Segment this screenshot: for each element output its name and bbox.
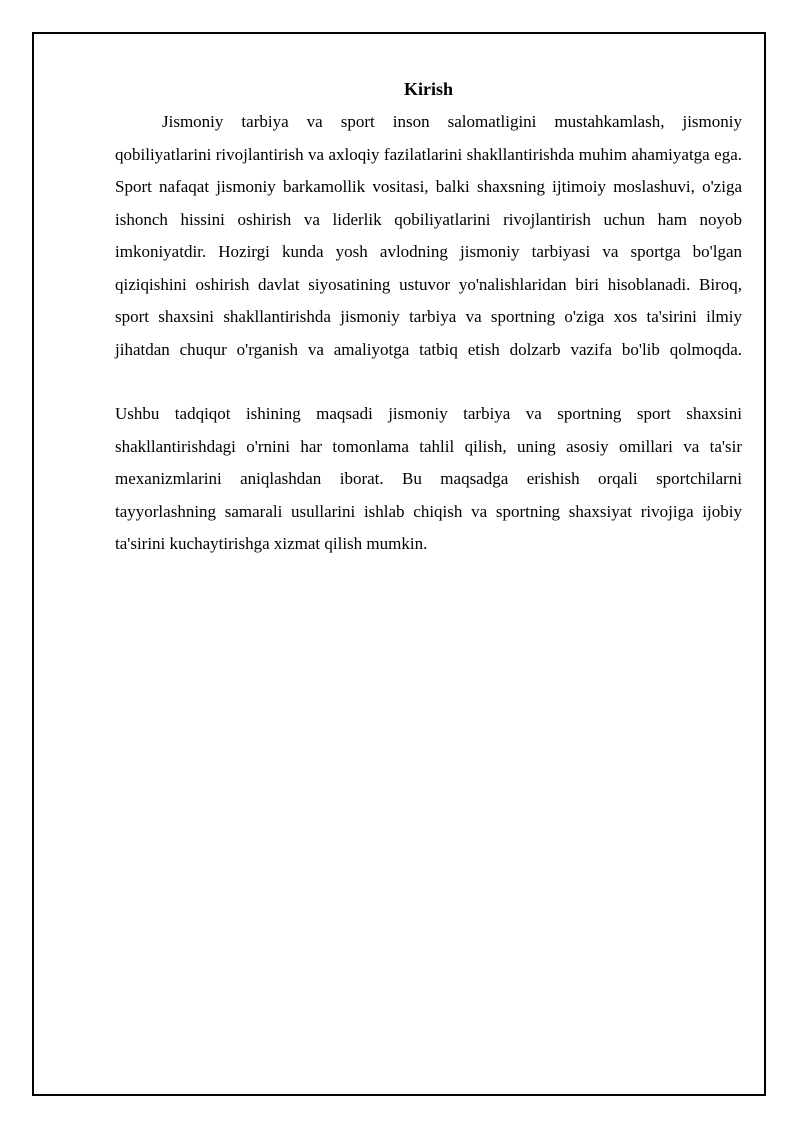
document-body xyxy=(115,76,742,561)
paragraph-spacer xyxy=(115,366,742,398)
section-heading: Kirish xyxy=(403,79,453,99)
paragraph-introduction: Jismoniy tarbiya va sport inson salomatligini mustahkamlash, jismoniy qobiliyatlarini rivojlantirish va axloqiy fazilatlarini shakllantirishda muhim ahamiyatga ega. Sport nafaqat jismoniy barkamollik vositasi, balki shaxsning ijtimoiy moslashuvi, o'ziga ishonch hissini oshirish va liderlik qobiliyatlarini rivojlantirish uchun ham noyob imkoniyatdir. Hozirgi kunda yosh avlodning jismoniy tarbiyasi va sportga bo'lgan qiziqishini oshirish davlat siyosatining ustuvor yo'nalishlaridan biri hisoblanadi. Biroq, sport shaxsini shakllantirishda jismoniy tarbiya va sportning o'ziga xos ta'sirini ilmiy jihatdan chuqur o'rganish va amaliyotga tatbiq etish dolzarb vazifa bo'lib qolmoqda. xyxy=(115,112,742,359)
paragraph-research-goal: Ushbu tadqiqot ishining maqsadi jismoniy tarbiya va sportning sport shaxsini shakllantirishdagi o'rnini har tomonlama tahlil qilish, uning asosiy omillari va ta'sir mexanizmlarini aniqlashdan iborat. Bu maqsadga erishish orqali sportchilarni tayyorlashning samarali usullarini ishlab chiqish va sportning shaxsiyat rivojiga ijobiy ta'sirini kuchaytirishga xizmat qilish mumkin. xyxy=(115,404,742,553)
